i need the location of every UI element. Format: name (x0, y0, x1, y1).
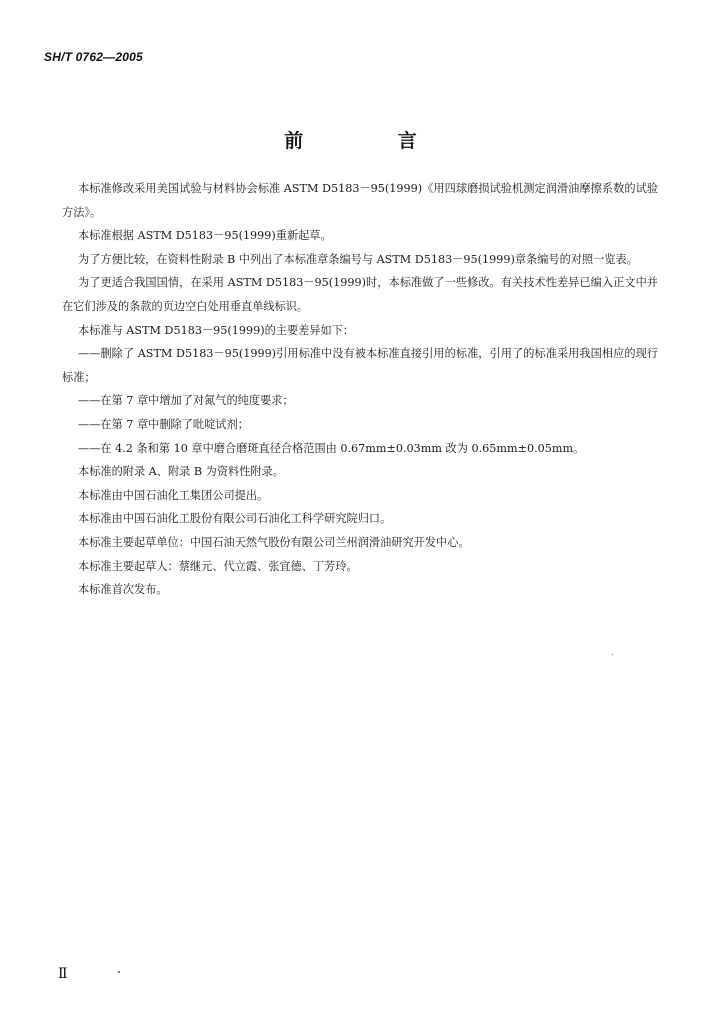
paragraph-drafting-organization: 本标准主要起草单位：中国石油天然气股份有限公司兰州润滑油研究开发中心。 (78, 535, 470, 549)
paragraph-first-issue: 本标准首次发布。 (78, 583, 168, 597)
paragraph-annexes: 本标准的附录 A、附录 B 为资料性附录。 (78, 465, 284, 479)
standard-code: SH/T 0762—2005 (44, 50, 143, 64)
paragraph-proposed-by: 本标准由中国石油化工集团公司提出。 (78, 488, 269, 502)
paragraph-comparison: 为了方便比较，在资料性附录 B 中列出了本标准章条编号与 ASTM D5183－95(1999)章条编号的对照一览表。 (78, 252, 638, 266)
paragraph-adoption: 本标准修改采用美国试验与材料协会标准 ASTM D5183－95(1999)《用四球磨损试验机测定润滑油摩擦系数的试验方法》。 (62, 182, 658, 219)
difference-item-references: ——删除了 ASTM D5183－95(1999)引用标准中没有被本标准直接引用的标准，引用了的标准采用我国相应的现行标准； (62, 347, 658, 384)
scan-speck (118, 971, 120, 973)
page-title: 前 言 (284, 130, 461, 152)
paragraph-differences-intro: 本标准与 ASTM D5183－95(1999)的主要差异如下： (78, 323, 355, 337)
paragraph-redrafted: 本标准根据 ASTM D5183－95(1999)重新起草。 (78, 229, 332, 243)
paragraph-drafters: 本标准主要起草人：蔡继元、代立霞、张宜德、丁芳玲。 (78, 559, 358, 573)
foreword-body (62, 177, 658, 602)
difference-item-pyridine: ——在第 7 章中删除了吡啶试剂； (78, 417, 249, 431)
paragraph-modifications: 为了更适合我国国情，在采用 ASTM D5183－95(1999)时，本标准做了一些修改。有关技术性差异已编入正文中并在它们涉及的条款的页边空白处用垂直单线标识。 (62, 276, 658, 313)
scan-speck (612, 654, 613, 655)
difference-item-nitrogen: ——在第 7 章中增加了对氮气的纯度要求； (78, 394, 294, 408)
page-number: Ⅱ (58, 966, 68, 982)
paragraph-centralized-by: 本标准由中国石油化工股份有限公司石油化工科学研究院归口。 (78, 512, 392, 526)
difference-item-wear-scar: ——在 4.2 条和第 10 章中磨合磨斑直径合格范围由 0.67mm±0.03mm 改为 0.65mm±0.05mm。 (78, 441, 585, 455)
